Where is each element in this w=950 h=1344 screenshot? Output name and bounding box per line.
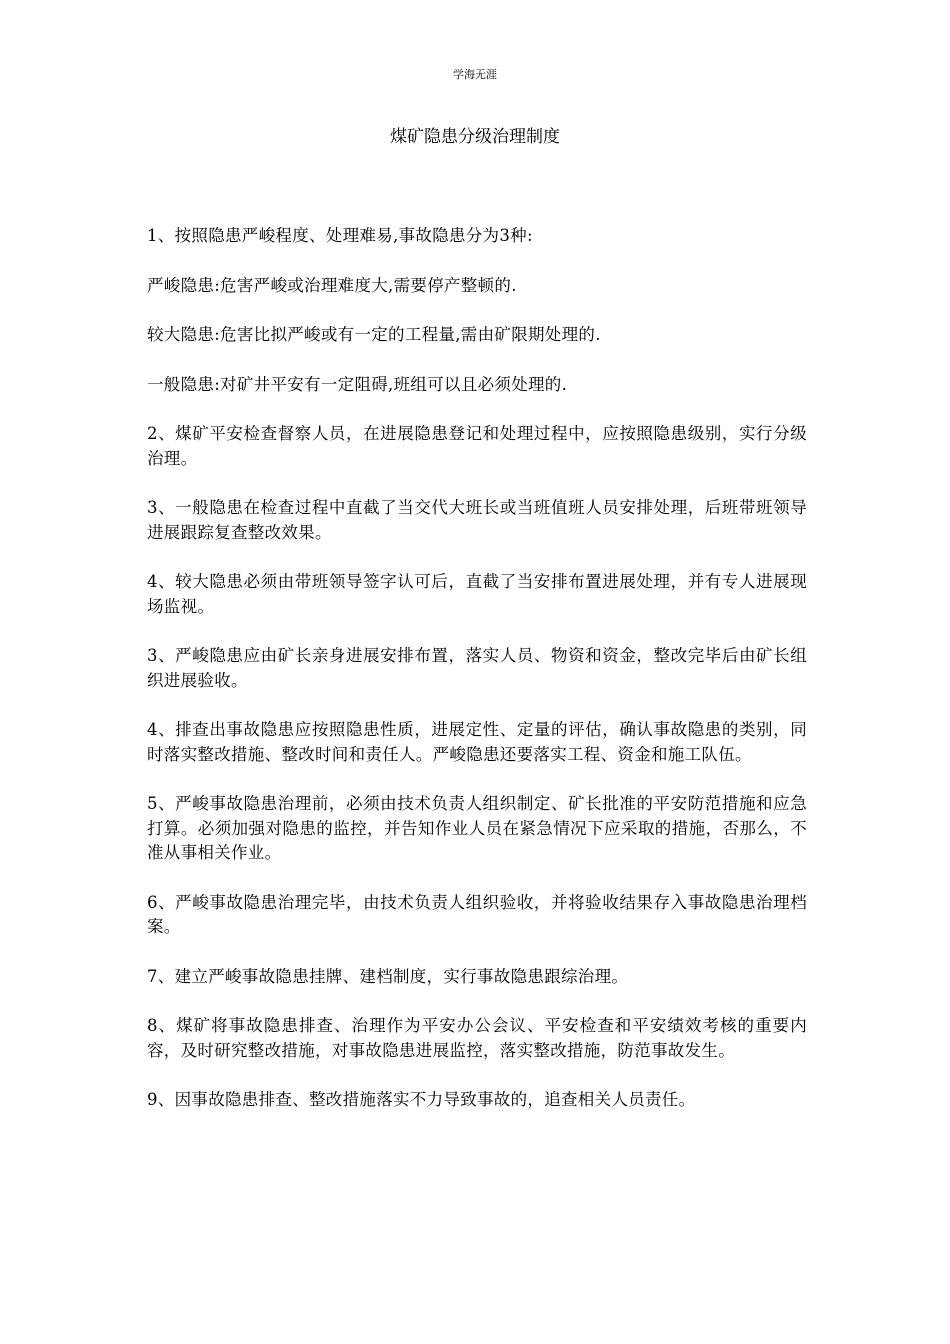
paragraph-14: 9、因事故隐患排查、整改措施落实不力导致事故的，追查相关人员责任。 [147,1090,696,1109]
paragraph-5: 2、煤矿平安检查督察人员，在进展隐患登记和处理过程中，应按照隐患级别，实行分级治理。 [147,424,807,468]
document-body [147,224,807,1138]
paragraph-3: 较大隐患:危害比拟严峻或有一定的工程量,需由矿限期处理的. [147,325,601,344]
paragraph-6: 3、一般隐患在检查过程中直截了当交代大班长或当班值班人员安排处理，后班带班领导进展跟踪复查整改效果。 [147,498,807,542]
paragraph-13: 8、煤矿将事故隐患排查、治理作为平安办公会议、平安检查和平安绩效考核的重要内容，及时研究整改措施，对事故隐患进展监控，落实整改措施，防范事故发生。 [147,1016,807,1060]
paragraph-12: 7、建立严峻事故隐患挂牌、建档制度，实行事故隐患跟综治理。 [147,966,629,986]
page-header: 学海无涯 [453,68,497,81]
paragraph-1: 1、按照隐患严峻程度、处理难易,事故隐患分为3种: [147,226,533,245]
paragraph-9: 4、排查出事故隐患应按照隐患性质，进展定性、定量的评估，确认事故隐患的类别，同时落实整改措施、整改时间和责任人。严峻隐患还要落实工程、资金和施工队伍。 [147,720,807,764]
document-title: 煤矿隐患分级治理制度 [390,127,560,147]
paragraph-11: 6、严峻事故隐患治理完毕，由技术负责人组织验收，并将验收结果存入事故隐患治理档案。 [147,892,807,936]
paragraph-10: 5、严峻事故隐患治理前，必须由技术负责人组织制定、矿长批准的平安防范措施和应急打算。必须加强对隐患的监控，并告知作业人员在紧急情况下应采取的措施，否那么，不准从事相关作业。 [147,794,807,862]
paragraph-4: 一般隐患:对矿井平安有一定阻碍,班组可以且必须处理的. [147,374,568,394]
paragraph-2: 严峻隐患:危害严峻或治理难度大,需要停产整顿的. [147,275,517,295]
paragraph-7: 4、较大隐患必须由带班领导签字认可后，直截了当安排布置进展处理，并有专人进展现场监视。 [147,572,807,616]
paragraph-8: 3、严峻隐患应由矿长亲身进展安排布置，落实人员、物资和资金，整改完毕后由矿长组织进展验收。 [147,646,807,690]
